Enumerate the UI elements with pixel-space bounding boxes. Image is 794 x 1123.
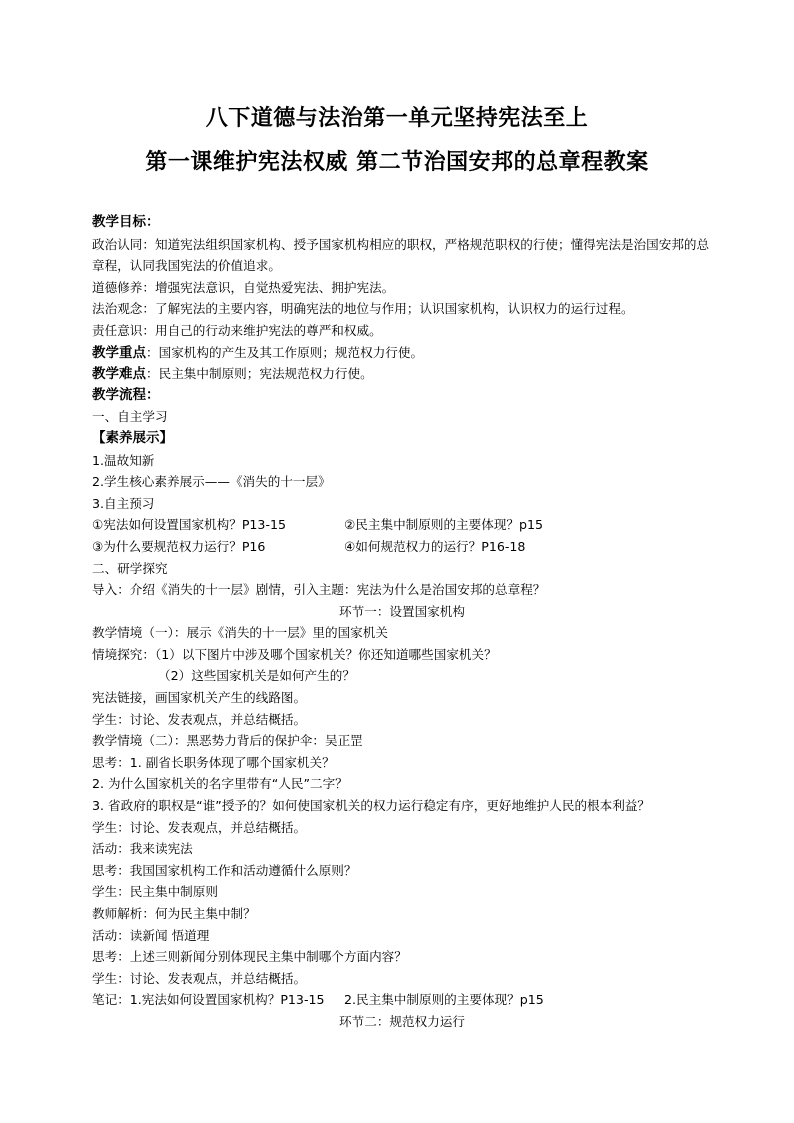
think-question-1: 思考：1. 副省长职务体现了哪个国家机关？ xyxy=(92,754,335,770)
students-response-2: 学生：讨论、发表观点，并总结概括。 xyxy=(92,819,307,835)
preview-row-1 xyxy=(92,514,712,536)
difficult-points-label: 教学难点 xyxy=(92,366,146,383)
key-points-label: 教学重点 xyxy=(92,344,146,361)
key-points-text: ：国家机构的产生及其工作原则；规范权力行使。 xyxy=(146,344,424,360)
teacher-explain: 教师解析：何为民主集中制？ xyxy=(92,906,256,921)
students-response-1: 学生：讨论、发表观点，并总结概括。 xyxy=(92,711,307,727)
notes-item-1: 笔记：1.宪法如何设置国家机构？P13-15 xyxy=(92,992,325,1008)
section-1-heading: 一、自主学习 xyxy=(92,409,168,425)
difficult-points-text: ：民主集中制原则；宪法规范权力行使。 xyxy=(146,366,373,382)
literacy-show-heading: 【素养展示】 xyxy=(92,429,173,446)
objective-law: 法治观念：了解宪法的主要内容，明确宪法的地位与作用；认识国家机构，认识权力的运行过程。 xyxy=(92,301,634,317)
preview-question-3: ③为什么要规范权力运行？P16 xyxy=(92,538,266,554)
objective-duty: 责任意识：用自己的行动来维护宪法的尊严和权威。 xyxy=(92,322,382,338)
preview-question-2: ②民主集中制原则的主要体现？p15 xyxy=(344,517,544,533)
explore-question-2: （2）这些国家机关是如何产生的？ xyxy=(158,668,355,684)
review-item: 1.温故知新 xyxy=(92,452,155,468)
link-2-heading: 环节二：规范权力运行 xyxy=(339,1013,465,1029)
activity-1: 活动：我来读宪法 xyxy=(92,841,193,857)
students-response-4: 学生：讨论、发表观点，并总结概括。 xyxy=(92,970,307,986)
document-subtitle: 第一课维护宪法权威 第二节治国安邦的总章程教案 xyxy=(145,149,649,175)
process-heading: 教学流程： xyxy=(92,386,160,403)
students-response-3: 学生：民主集中制原则 xyxy=(92,884,218,900)
preview-question-4: ④如何规范权力的运行？P16-18 xyxy=(344,538,526,554)
think-question-3: 3. 省政府的职权是“谁”授予的？如何使国家机关的权力运行稳定有序，更好地维护人民的根本利益？ xyxy=(92,798,651,814)
section-2-heading: 二、研学探究 xyxy=(92,560,168,576)
intro-line: 导入：介绍《消失的十一层》剧情，引入主题：宪法为什么是治国安邦的总章程？ xyxy=(92,582,546,598)
preview-row-2 xyxy=(92,536,712,558)
constitution-link: 宪法链接，画国家机关产生的线路图。 xyxy=(92,690,307,706)
objectives-heading: 教学目标： xyxy=(92,214,160,230)
activity-2: 活动：读新闻 悟道理 xyxy=(92,927,210,943)
document-title: 八下道德与法治第一单元坚持宪法至上 xyxy=(205,105,589,131)
objective-political: 政治认同：知道宪法组织国家机构、授予国家机构相应的职权，严格规范职权的行使；懂得宪法是治国安邦的总章程，认同我国宪法的价值追求。 xyxy=(92,236,710,274)
notes-row xyxy=(92,989,712,1011)
link-1-heading: 环节一：设置国家机构 xyxy=(339,603,465,619)
explore-question-1: 情境探究：（1）以下图片中涉及哪个国家机关？你还知道哪些国家机关？ xyxy=(92,646,497,662)
preview-question-1: ①宪法如何设置国家机构？P13-15 xyxy=(92,517,287,533)
scenario-1: 教学情境（一）：展示《消失的十一层》里的国家机关 xyxy=(92,625,388,641)
key-points xyxy=(92,342,712,364)
preview-item: 3.自主预习 xyxy=(92,495,155,511)
objective-moral: 道德修养：增强宪法意识，自觉热爱宪法、拥护宪法。 xyxy=(92,279,395,295)
difficult-points xyxy=(92,363,712,385)
think-question-4: 思考：我国国家机构工作和活动遵循什么原则？ xyxy=(92,862,357,878)
document-body xyxy=(92,212,712,1033)
scenario-2: 教学情境（二）：黑恶势力背后的保护伞：吴正罡 xyxy=(92,733,363,749)
think-question-5: 思考：上述三则新闻分别体现民主集中制哪个方面内容？ xyxy=(92,949,407,965)
core-literacy-item: 2.学生核心素养展示——《消失的十一层》 xyxy=(92,474,331,490)
notes-item-2: 2.民主集中制原则的主要体现？p15 xyxy=(344,992,544,1008)
think-question-2: 2. 为什么国家机关的名字里带有“人民”二字？ xyxy=(92,776,348,792)
